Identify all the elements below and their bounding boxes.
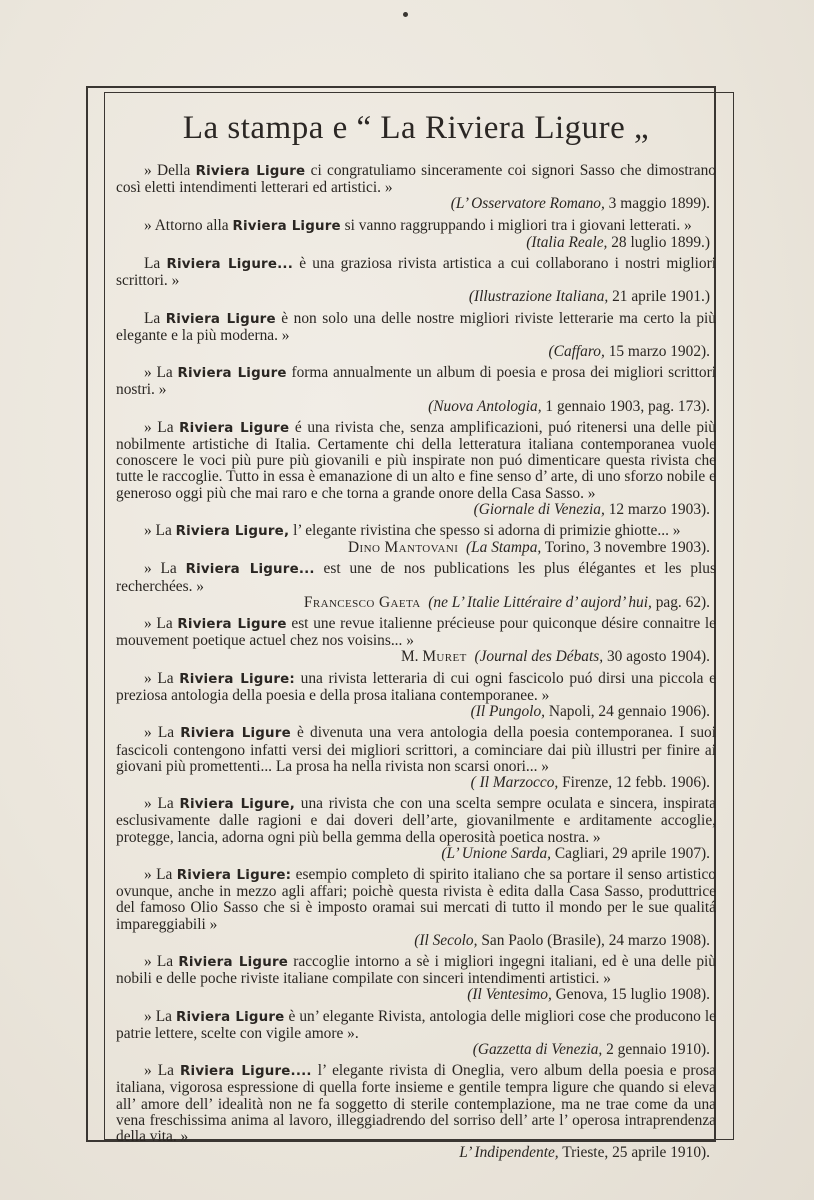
magazine-name: Riviera Ligure — [165, 311, 276, 327]
page-title: La stampa e “ La Riviera Ligure „ — [182, 110, 650, 146]
press-quote — [116, 365, 716, 415]
quote-source — [116, 289, 716, 305]
quote-text — [116, 616, 716, 649]
quote-text — [116, 523, 716, 540]
quote-text — [116, 218, 716, 235]
magazine-name: Riviera Ligure — [177, 617, 287, 633]
publication-name: (Giornale di Venezia, — [473, 500, 605, 518]
magazine-name: Riviera Ligure — [175, 1009, 285, 1025]
quote-source — [116, 775, 716, 791]
quote-opening: » La — [144, 418, 180, 436]
quote-body: est une revue italienne précieuse pour quiconque désire connaitre le mouvement poetique actuel chez nos voisins... » — [116, 615, 716, 650]
press-quote — [116, 954, 716, 1004]
quote-text — [116, 954, 716, 987]
quote-source — [116, 1145, 716, 1161]
magazine-name: Riviera Ligure... — [185, 562, 315, 578]
quote-opening: » La — [144, 1062, 181, 1080]
publication-name: (L’ Unione Sarda, — [441, 844, 551, 862]
publication-name: (Il Secolo, — [414, 931, 478, 949]
author-initial: M. — [400, 648, 423, 666]
magazine-name: Riviera Ligure — [179, 420, 290, 436]
quote-body: é una rivista che, senza amplificazioni, puó ritenersi una delle più nobilmente artistiche di Italia. Certamente chi della letteratura italiana contemporanea vuole conoscere le voci più pure più giovanili e più inspirate non puó dimenticare questa rivista che tutte le raccoglie. Tutto in essa è emanazione di un alto e fine senso d’ arte, di uno sforzo nobile e generoso oggi più che mai raro e che torna a grande onore della Casa Sasso. » — [116, 418, 717, 502]
quote-body: forma annualmente un album di poesia e prosa dei migliori scrittori nostri. » — [116, 364, 716, 399]
magazine-name: Riviera Ligure — [178, 954, 289, 970]
quote-body: è non solo una delle nostre migliori riviste letterarie ma certo la più elegante e la più moderna. » — [116, 309, 716, 344]
quote-text — [116, 561, 716, 594]
quote-opening: » La — [144, 522, 176, 540]
quote-body: ci congratuliamo sinceramente coi signori Sasso che dimostrano così eletti intendimenti letterari ed artistici. » — [116, 162, 716, 197]
quote-opening: La — [144, 255, 167, 273]
author-name: Francesco Gaeta — [303, 593, 421, 611]
quote-opening: » La — [144, 724, 181, 742]
quote-opening: » La — [144, 795, 180, 813]
quote-source — [116, 1042, 716, 1058]
publication-name: (La Stampa, — [465, 539, 542, 557]
publication-date: Cagliari, 29 aprile 1907). — [551, 844, 710, 862]
quote-source — [116, 846, 716, 862]
quote-body: è divenuta una vera antologia della poesia contemporanea. I suoi fascicoli contengono infatti versi dei migliori scrittori, a cominciare dai più illustri per finire ai giovani più promettenti... La prosa ha nella rivista non scarsi onori... » — [116, 724, 717, 775]
press-quote — [116, 420, 716, 518]
magazine-name: Riviera Ligure.... — [180, 1064, 312, 1080]
quote-text — [116, 671, 716, 704]
quote-source — [116, 235, 716, 251]
quote-source — [116, 196, 716, 212]
publication-name: (Il Ventesimo, — [467, 986, 552, 1004]
publication-date: 3 maggio 1899). — [604, 195, 710, 213]
press-quote — [116, 671, 716, 721]
press-quote — [116, 867, 716, 949]
quote-opening: » La — [144, 952, 179, 970]
quote-body: l’ elegante rivista di Oneglia, vero album della poesia e prosa italiana, vigorosa espressione di quella forte insieme e gentile tempra ligure che quando si eleva all’ amore dell’ idealità non ne fa soggetto di sterile contemplazione, ma ne trae come da una vena freschissima anima al lavoro, illeggiadrendo del sorriso dell’ arte l’ operosa intraprendenza della vita. » — [116, 1062, 716, 1145]
quote-source — [116, 595, 716, 611]
publication-name: (Il Pungolo, — [470, 703, 545, 721]
publication-date: 28 luglio 1899.) — [607, 233, 710, 251]
publication-name: (Italia Reale, — [526, 233, 608, 251]
press-quote — [116, 311, 716, 361]
magazine-name: Riviera Ligure, — [179, 797, 295, 813]
publication-date: Torino, 3 novembre 1903). — [541, 539, 710, 557]
quote-text — [116, 365, 716, 398]
quote-opening: » Attorno alla — [144, 216, 233, 234]
quote-opening: » Della — [144, 162, 196, 179]
document-body — [116, 104, 717, 1162]
quote-body: est une de nos publications les plus élégantes et les plus recherchées. » — [116, 560, 716, 595]
quote-text — [116, 796, 716, 846]
quote-body: una rivista letteraria di cui ogni fascicolo puó dirsi una piccola e preziosa antologia della poesia e della prosa italiana contemporanee. » — [116, 669, 716, 704]
press-quote — [116, 725, 716, 791]
magazine-name: Riviera Ligure — [195, 164, 306, 179]
quote-body: raccoglie intorno a sè i migliori ingegni italiani, ed è una delle più nobili e delle poche riviste italiane compilate con sinceri intendimenti artistici. » — [116, 952, 717, 988]
quote-source — [116, 649, 716, 665]
quote-opening: » La — [144, 560, 186, 578]
publication-name: ( Il Marzocco, — [470, 773, 559, 791]
quote-body: una rivista che con una scelta sempre oculata e sincera, inspirata esclusivamente dalle ragioni e dai doveri dell’arte, giovanilmente e arditamente accoglie, protegge, lancia, adorna ogni più bella gemma della operosità poetica nostra. » — [116, 795, 716, 846]
quote-text — [116, 1063, 716, 1145]
quote-text — [116, 311, 716, 344]
press-quote — [116, 163, 716, 213]
publication-date: pag. 62). — [651, 593, 710, 611]
magazine-name: Riviera Ligure: — [176, 867, 292, 883]
publication-date: 2 gennaio 1910). — [602, 1040, 710, 1058]
magazine-name: Riviera Ligure — [177, 366, 287, 382]
quote-opening: La — [144, 309, 166, 327]
publication-name: (Journal des Débats, — [474, 648, 604, 666]
author-name: Muret — [422, 648, 467, 666]
publication-name: (Gazzetta di Venezia, — [472, 1040, 603, 1058]
publication-date: Napoli, 24 gennaio 1906). — [545, 703, 710, 721]
press-quote — [116, 616, 716, 666]
publication-name: (Illustrazione Italiana, — [468, 288, 609, 306]
quote-source — [116, 704, 716, 720]
press-quote — [116, 218, 716, 251]
quote-source — [116, 344, 716, 360]
magazine-name: Riviera Ligure: — [179, 671, 295, 687]
quote-body: è una graziosa rivista artistica a cui collaborano i nostri migliori scrittori. » — [116, 255, 716, 290]
press-quotes — [116, 163, 716, 1161]
press-quote — [116, 796, 716, 862]
quote-text — [116, 420, 716, 502]
press-quote — [116, 561, 716, 611]
quote-body: esempio completo di spirito italiano che sa portare il senso artistico ovunque, anche in mezzo agli affari; poichè questa rivista è edita dalla Casa Sasso, produttrice del famoso Olio Sasso che si è imposto oramai sui mercati di tutto il mondo per le sue qualitá impareggiabili » — [116, 865, 717, 933]
publication-date: 15 marzo 1902). — [604, 343, 710, 361]
quote-text — [116, 725, 716, 775]
quote-source — [116, 987, 716, 1003]
magazine-name: Riviera Ligure — [180, 726, 291, 742]
press-quote — [116, 1063, 716, 1161]
publication-date: 1 gennaio 1903, pag. 173). — [541, 397, 710, 415]
quote-opening: » La — [144, 669, 180, 687]
magazine-name: Riviera Ligure... — [166, 257, 294, 273]
quote-body: si vanno raggruppando i migliori tra i giovani letterati. » — [340, 216, 692, 234]
quote-body: è un’ elegante Rivista, antologia delle migliori cose che producono le patrie lettere, scelte con vigile amore ». — [116, 1007, 716, 1042]
quote-opening: » La — [144, 615, 178, 633]
publication-date: Firenze, 12 febb. 1906). — [558, 773, 710, 791]
publication-name: (Nuova Antologia, — [428, 397, 542, 415]
magazine-name: Riviera Ligure, — [175, 524, 290, 540]
publication-name: (L’ Osservatore Romano, — [450, 195, 605, 213]
publication-name: (ne L’ Italie Littéraire d’ aujord’ hui, — [428, 593, 652, 611]
magazine-name: Riviera Ligure — [232, 218, 341, 234]
quote-body: l’ elegante rivistina che spesso si adorna di primizie ghiotte... » — [289, 522, 681, 540]
press-quote — [116, 1009, 716, 1059]
publication-date: 21 aprile 1901.) — [608, 288, 710, 306]
press-quote — [116, 256, 716, 306]
quote-source — [116, 540, 716, 556]
publication-date: Genova, 15 luglio 1908). — [551, 986, 710, 1004]
quote-text — [116, 1009, 716, 1042]
quote-opening: » La — [144, 364, 178, 382]
quote-source — [116, 399, 716, 415]
quote-opening: » La — [144, 865, 177, 883]
publication-date: 12 marzo 1903). — [604, 500, 710, 518]
publication-name: L’ Indipendente, — [459, 1144, 559, 1162]
quote-text — [116, 256, 716, 289]
quote-source — [116, 502, 716, 518]
publication-name: (Caffaro, — [548, 343, 605, 361]
publication-date: Trieste, 25 aprile 1910). — [558, 1144, 710, 1162]
quote-source — [116, 933, 716, 949]
quote-opening: » La — [144, 1007, 176, 1025]
author-name: Dino Mantovani — [348, 539, 459, 557]
publication-date: San Paolo (Brasile), 24 marzo 1908). — [477, 931, 710, 949]
quote-text — [116, 867, 716, 933]
publication-date: 30 agosto 1904). — [603, 648, 710, 666]
ink-dot — [403, 12, 408, 17]
quote-text — [116, 163, 716, 196]
press-quote — [116, 523, 716, 556]
